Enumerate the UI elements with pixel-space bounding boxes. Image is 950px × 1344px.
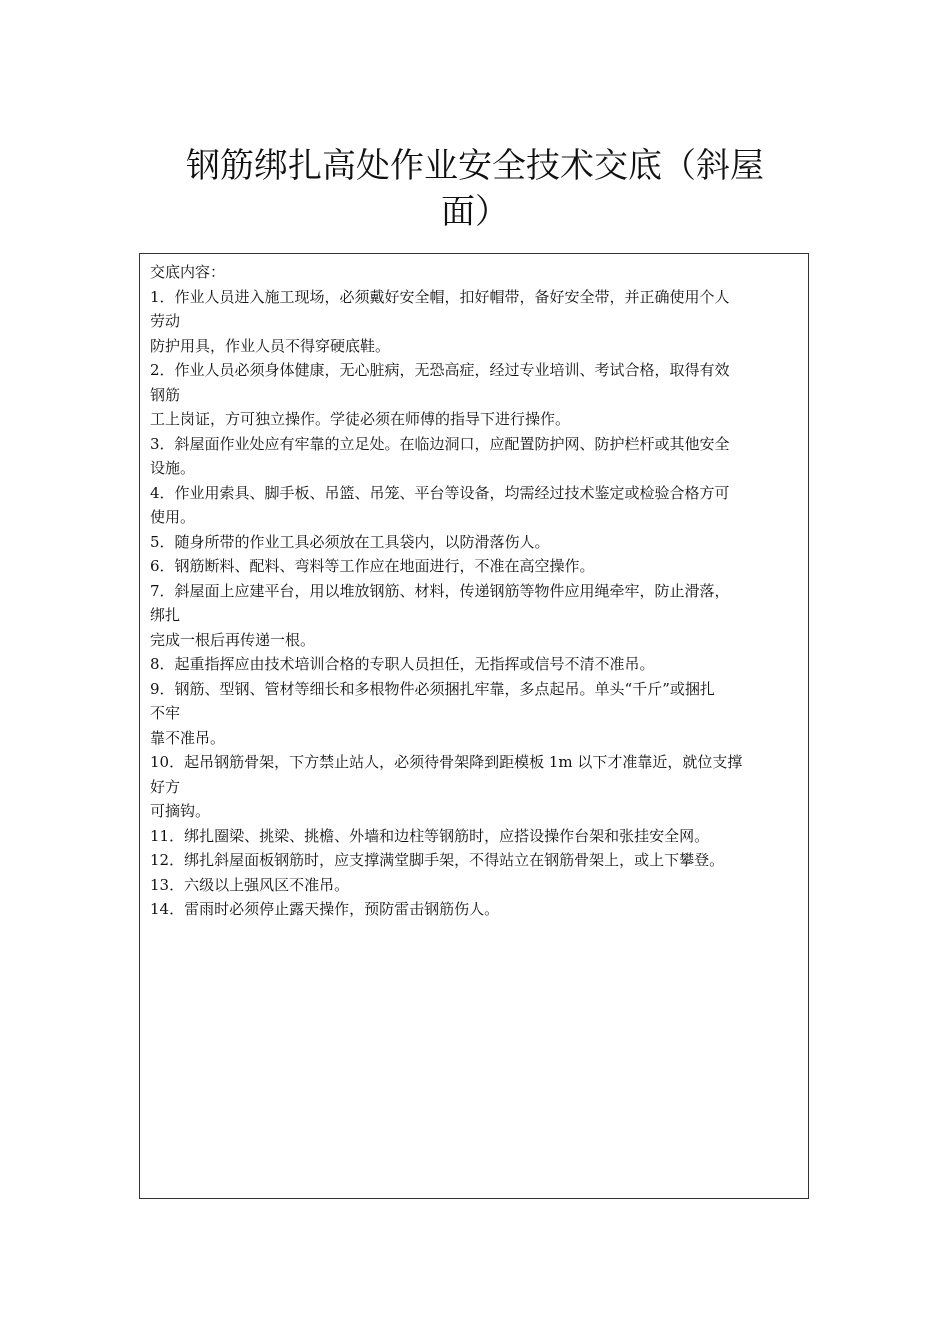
content-label: 交底内容： xyxy=(150,263,226,281)
content-line: 6．钢筋断料、配料、弯料等工作应在地面进行，不准在高空操作。 xyxy=(150,557,595,575)
content-line: 使用。 xyxy=(150,508,196,526)
content-line: 完成一根后再传递一根。 xyxy=(150,630,316,649)
content-line: 不牢 xyxy=(150,704,181,722)
content-line: 靠不准吊。 xyxy=(150,728,226,747)
content-line: 1．作业人员进入施工现场，必须戴好安全帽，扣好帽带，备好安全带，并正确使用个人 xyxy=(150,287,730,306)
content-line: 可摘钩。 xyxy=(150,802,211,820)
content-line: 10．起吊钢筋骨架，下方禁止站人，必须待骨架降到距模板 1m 以下才准靠近，就位支撑 xyxy=(150,753,743,771)
content-line: 钢筋 xyxy=(150,385,181,404)
page-title xyxy=(150,143,800,235)
content-line: 绑扎 xyxy=(150,606,181,624)
content-line: 11．绑扎圈梁、挑梁、挑檐、外墙和边柱等钢筋时，应搭设操作台架和张挂安全网。 xyxy=(150,826,710,845)
content-line: 8．起重指挥应由技术培训合格的专职人员担任，无指挥或信号不清不准吊。 xyxy=(150,655,655,673)
content-line: 劳动 xyxy=(150,312,181,330)
content-line: 12．绑扎斜屋面板钢筋时，应支撑满堂脚手架，不得站立在钢筋骨架上，或上下攀登。 xyxy=(150,851,725,869)
content-line: 7．斜屋面上应建平台，用以堆放钢筋、材料，传递钢筋等物件应用绳牵牢，防止滑落， xyxy=(150,581,730,600)
content-line: 好方 xyxy=(150,777,181,796)
content-line: 5．随身所带的作业工具必须放在工具袋内，以防滑落伤人。 xyxy=(150,532,550,551)
page-title-line-2: 面） xyxy=(441,192,509,232)
content-line: 2．作业人员必须身体健康，无心脏病，无恐高症，经过专业培训、考试合格，取得有效 xyxy=(150,361,730,379)
content-line: 9．钢筋、型钢、管材等细长和多根物件必须捆扎牢靠，多点起吊。单头“千斤”或捆扎 xyxy=(150,679,715,698)
disclosure-content-box xyxy=(139,253,809,1199)
content-line: 14．雷雨时必须停止露天操作，预防雷击钢筋伤人。 xyxy=(150,900,500,918)
content-line: 设施。 xyxy=(150,459,196,477)
content-line: 13．六级以上强风区不准吊。 xyxy=(150,875,350,894)
disclosure-content xyxy=(150,260,802,922)
content-line: 防护用具，作业人员不得穿硬底鞋。 xyxy=(150,336,391,355)
content-line: 4．作业用索具、脚手板、吊篮、吊笼、平台等设备，均需经过技术鉴定或检验合格方可 xyxy=(150,483,730,502)
content-line: 工上岗证，方可独立操作。学徒必须在师傅的指导下进行操作。 xyxy=(150,410,571,428)
page-title-line-1: 钢筋绑扎高处作业安全技术交底（斜屋 xyxy=(186,146,764,186)
content-line: 3．斜屋面作业处应有牢靠的立足处。在临边洞口，应配置防护网、防护栏杆或其他安全 xyxy=(150,434,730,453)
